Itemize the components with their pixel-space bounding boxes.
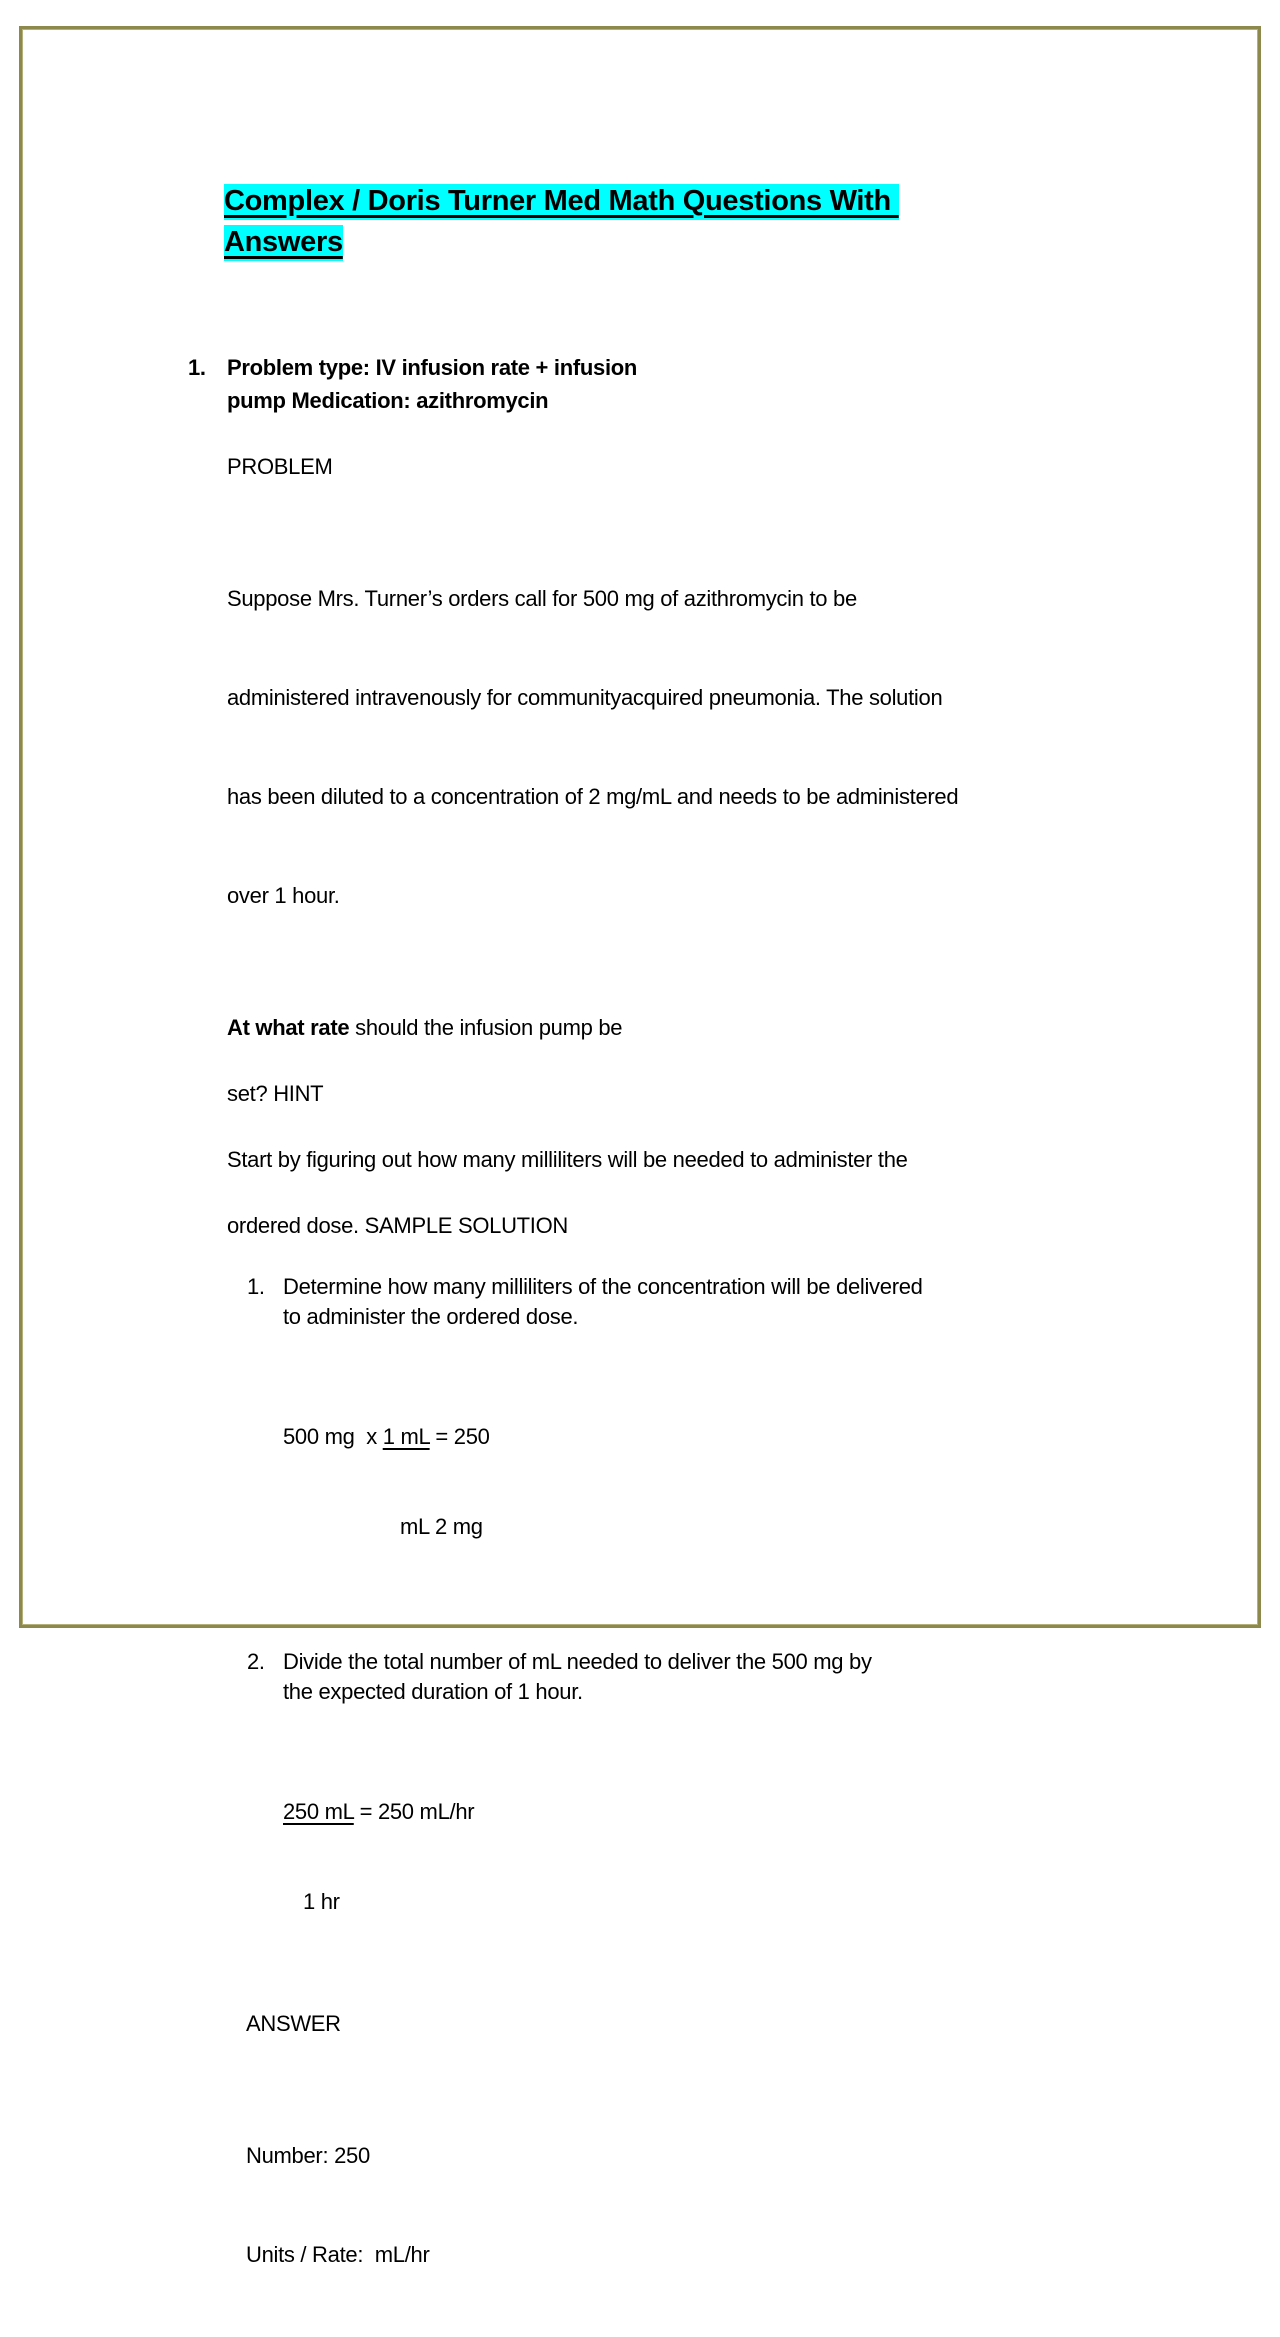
step-1-equation-line-1 bbox=[283, 1422, 1258, 1452]
title-line-2: Answers bbox=[224, 225, 343, 261]
hint-line-2: ordered dose. SAMPLE SOLUTION bbox=[227, 1213, 569, 1238]
step-1-line-2: to administer the ordered dose. bbox=[283, 1304, 579, 1329]
step-2-equation-denominator: 1 hr bbox=[303, 1889, 340, 1914]
answer-number-line: Number: 250 bbox=[246, 2143, 370, 2168]
rate-question-line bbox=[227, 1011, 1258, 1044]
answer-units-line: Units / Rate: mL/hr bbox=[246, 2242, 430, 2267]
title-line-2-wrap bbox=[224, 222, 1258, 263]
step-1-line-1: Determine how many milliliters of the concentration will be delivered bbox=[283, 1274, 923, 1299]
rate-question-bold: At what rate bbox=[227, 1015, 350, 1040]
answer-block bbox=[246, 2073, 1258, 2337]
problem-paragraph bbox=[227, 516, 1258, 978]
question-number: 1. bbox=[188, 355, 206, 380]
step-2-equation-underlined: 250 mL bbox=[283, 1799, 354, 1824]
solution-step-2 bbox=[247, 1647, 1258, 1707]
step-1-equation-post: = 250 bbox=[429, 1424, 490, 1449]
question-heading-line-1: Problem type: IV infusion rate + infusion bbox=[227, 355, 638, 380]
question-heading bbox=[188, 351, 1258, 417]
step-2-equation bbox=[283, 1737, 1258, 1977]
rate-question-rest: should the infusion pump be bbox=[349, 1015, 623, 1040]
step-1-equation bbox=[283, 1362, 1258, 1602]
step-2-line-2: the expected duration of 1 hour. bbox=[283, 1679, 583, 1704]
problem-line-4: over 1 hour. bbox=[227, 883, 340, 908]
problem-line-2: administered intravenously for communityacquired pneumonia. The solution bbox=[227, 685, 943, 710]
problem-line-3: has been diluted to a concentration of 2 mg/mL and needs to be administered bbox=[227, 784, 959, 809]
question-heading-line-2: pump Medication: azithromycin bbox=[227, 388, 549, 413]
step-2-line-1: Divide the total number of mL needed to deliver the 500 mg by bbox=[283, 1649, 872, 1674]
set-hint-line: set? HINT bbox=[227, 1081, 324, 1106]
title-line-1-wrap bbox=[224, 181, 1258, 222]
step-1-number: 1. bbox=[247, 1274, 265, 1299]
step-1-equation-denominator: mL 2 mg bbox=[400, 1514, 483, 1539]
step-2-number: 2. bbox=[247, 1649, 265, 1674]
step-1-equation-pre: 500 mg x bbox=[283, 1424, 383, 1449]
hint-line-1: Start by figuring out how many milliliters will be needed to administer the bbox=[227, 1147, 908, 1172]
title-line-1: Complex / Doris Turner Med Math Questions With bbox=[224, 184, 899, 220]
answer-label: ANSWER bbox=[246, 2011, 341, 2036]
problem-label: PROBLEM bbox=[227, 454, 333, 479]
document-title bbox=[224, 181, 1258, 263]
problem-line-1: Suppose Mrs. Turner’s orders call for 500 mg of azithromycin to be bbox=[227, 586, 857, 611]
step-1-equation-underlined: 1 mL bbox=[382, 1424, 430, 1449]
step-2-equation-line-1 bbox=[283, 1797, 1258, 1827]
page-content bbox=[22, 29, 1258, 2337]
step-2-equation-post: = 250 mL/hr bbox=[353, 1799, 475, 1824]
solution-step-1 bbox=[247, 1272, 1258, 1332]
